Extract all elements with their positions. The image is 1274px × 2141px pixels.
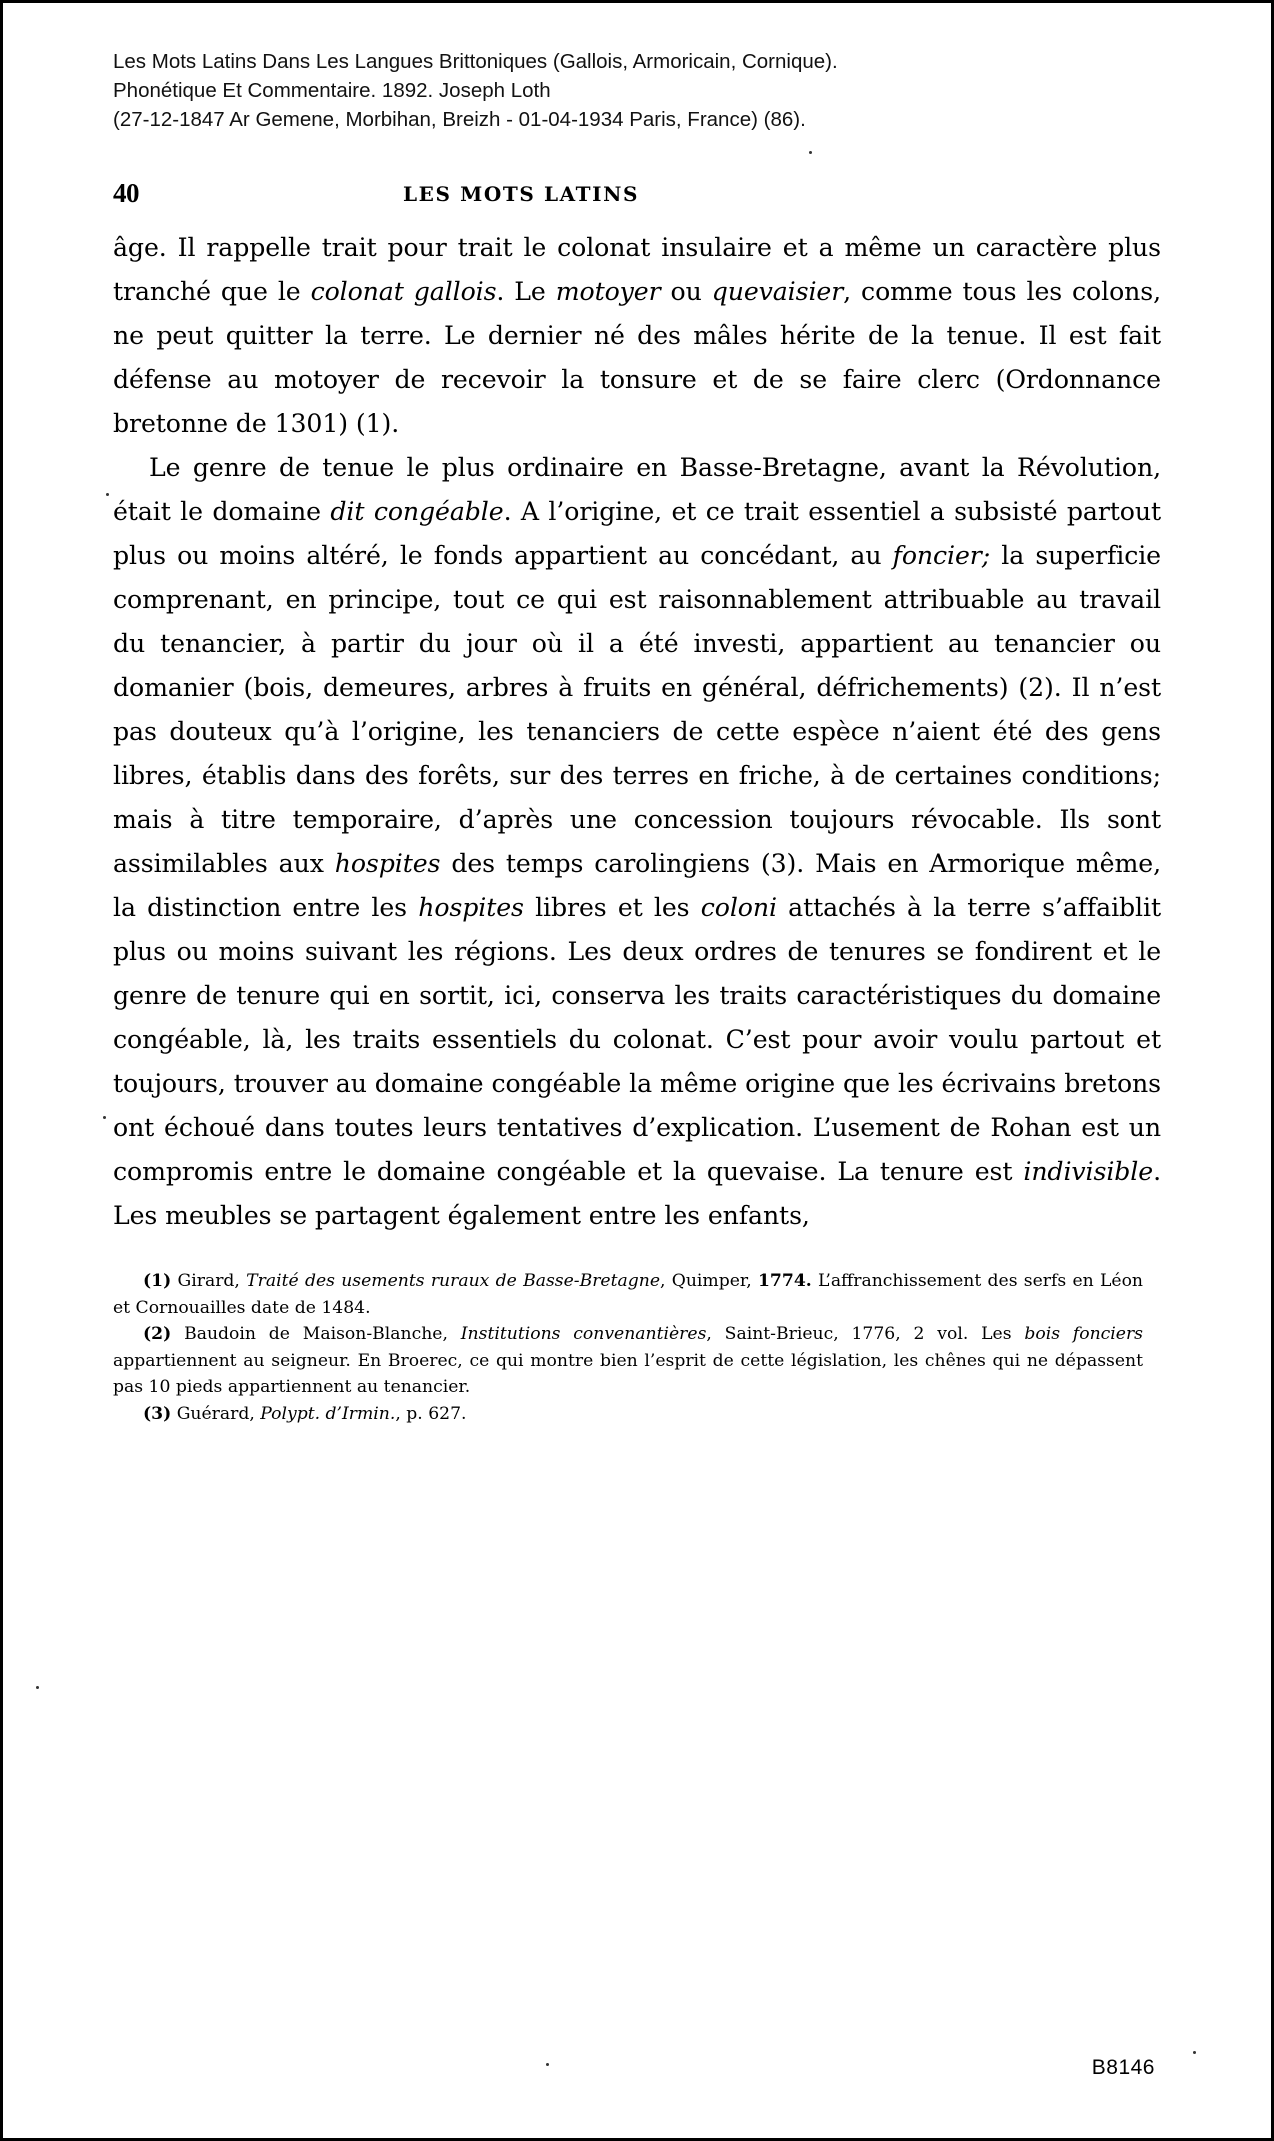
- footnote-1-marker: (1): [143, 1271, 172, 1292]
- footnote-3-title: Polypt. d’Irmin.: [260, 1403, 396, 1424]
- p1-italic-colonat-gallois: colonat gallois: [310, 277, 497, 307]
- footnotes-block: [113, 1268, 1161, 1427]
- scan-speck: [546, 2063, 549, 2066]
- p1-part-e: ou: [660, 277, 712, 307]
- footnote-1-part-a: Girard,: [171, 1271, 247, 1292]
- p1-part-c: . Le: [496, 277, 556, 307]
- p1-part-g: , comme tous les colons, ne peut quitter la terre. Le dernier né des mâles hérite de la tenue. Il est fait défense au motoyer de recevoir la tonsure et de se faire clerc (Ordonnance bretonne de 1301) (1).: [113, 277, 1161, 439]
- footnote-1-part-e: L’affranchissement des serfs en Léon et Cornouailles date de 1484.: [113, 1271, 1143, 1318]
- p2-part-i: libres et les: [523, 893, 701, 923]
- barcode-label: B8146: [1091, 2056, 1155, 2079]
- p2-part-e: la superficie comprenant, en principe, tout ce qui est raisonnablement attribuable au travail du tenancier, à partir du jour où il a été investi, appartient au tenancier ou domanier (bois, demeures, arbres à fruits en général, défrichements) (2). Il n’est pas douteux qu’à l’origine, les tenanciers de cette espèce n’aient été des gens libres, établis dans des forêts, sur des terres en friche, à de certaines conditions; mais à titre temporaire, d’après une concession toujours révocable. Ils sont assimilables aux: [113, 541, 1161, 879]
- p2-part-a: Le genre de tenue le plus ordinaire en Basse-Bretagne, avant la Révolution, était le domaine: [113, 453, 1161, 527]
- footnote-1: [113, 1268, 1143, 1321]
- p2-part-c: . A l’origine, et ce trait essentiel a subsisté partout plus ou moins altéré, le fonds appartient au concédant, au: [113, 497, 1162, 571]
- footnote-2-term: bois fonciers: [1024, 1324, 1143, 1345]
- page-header-row: [113, 178, 1161, 218]
- p2-italic-coloni: coloni: [700, 893, 777, 923]
- p2-italic-hospites-1: hospites: [334, 849, 441, 879]
- paragraph-2: [113, 446, 1161, 1238]
- p2-italic-dit-congeable: dit congéable: [330, 497, 504, 527]
- footnote-1-part-c: , Quimper,: [660, 1271, 758, 1292]
- footnote-3-part-c: , p. 627.: [395, 1403, 467, 1424]
- running-head-title: LES MOTS LATINS: [403, 182, 640, 207]
- footnote-2-part-a: Baudoin de Maison-Blanche,: [171, 1324, 461, 1345]
- scan-speck: [106, 493, 109, 496]
- footnote-3-part-a: Guérard,: [171, 1403, 261, 1424]
- p2-part-g: des temps carolingiens (3). Mais en Armorique même, la distinction entre les: [113, 849, 1161, 923]
- footnote-1-title: Traité des usements ruraux de Basse-Bretagne: [246, 1271, 660, 1292]
- p2-italic-hospites-2: hospites: [418, 893, 524, 923]
- scan-speck: [809, 151, 812, 154]
- p2-part-k: attachés à la terre s’affaiblit plus ou moins suivant les régions. Les deux ordres de tenures se fondirent et le genre de tenure qui en sortit, ici, conserva les traits caractéristiques du domaine congéable, là, les traits essentiels du colonat. C’est pour avoir voulu partout et toujours, trouver au domaine congéable la même origine que les écrivains bretons ont échoué dans toutes leurs tentatives d’explication. L’usement de Rohan est un compromis entre le domaine congéable et la quevaise. La tenure est: [113, 893, 1161, 1187]
- header-line-3: (27-12-1847 Ar Gemene, Morbihan, Breizh - 01-04-1934 Paris, France) (86).: [113, 108, 806, 132]
- footnote-3-marker: (3): [143, 1403, 172, 1424]
- p1-part-a: âge. Il rappelle trait pour trait le colonat insulaire et a même un caractère plus tranché que le: [113, 233, 1161, 307]
- p1-italic-quevaisier: quevaisier: [711, 277, 844, 307]
- folio-number: 40: [113, 178, 139, 209]
- footnote-1-year: 1774.: [757, 1271, 812, 1292]
- scan-speck: [36, 1686, 39, 1689]
- catalog-header-note: [113, 47, 1161, 134]
- p2-italic-foncier: foncier;: [892, 541, 991, 571]
- header-line-2: Phonétique Et Commentaire. 1892. Joseph Loth: [113, 79, 551, 103]
- p1-italic-motoyer: motoyer: [555, 277, 661, 307]
- page-content: [3, 3, 1271, 2138]
- header-line-1: Les Mots Latins Dans Les Langues Brittoniques (Gallois, Armoricain, Cornique).: [113, 50, 838, 73]
- footnote-2-marker: (2): [143, 1324, 172, 1345]
- footnote-3: [113, 1401, 1143, 1428]
- p2-part-m: . Les meubles se partagent également entre les enfants,: [113, 1157, 1161, 1231]
- p2-italic-indivisible: indivisible: [1023, 1157, 1154, 1187]
- footnote-2-part-c: , Saint-Brieuc, 1776, 2 vol. Les: [706, 1324, 1025, 1345]
- scan-speck: [1193, 2051, 1196, 2054]
- footnote-2-part-e: appartiennent au seigneur. En Broerec, ce qui montre bien l’esprit de cette législation, les chênes qui ne dépassent pas 10 pieds appartiennent au tenancier.: [113, 1350, 1143, 1398]
- footnote-2: [113, 1321, 1143, 1401]
- scan-speck: [103, 1116, 106, 1119]
- paragraph-1: [113, 226, 1161, 446]
- footnote-2-title: Institutions convenantières: [460, 1324, 707, 1345]
- body-text: [113, 226, 1161, 1238]
